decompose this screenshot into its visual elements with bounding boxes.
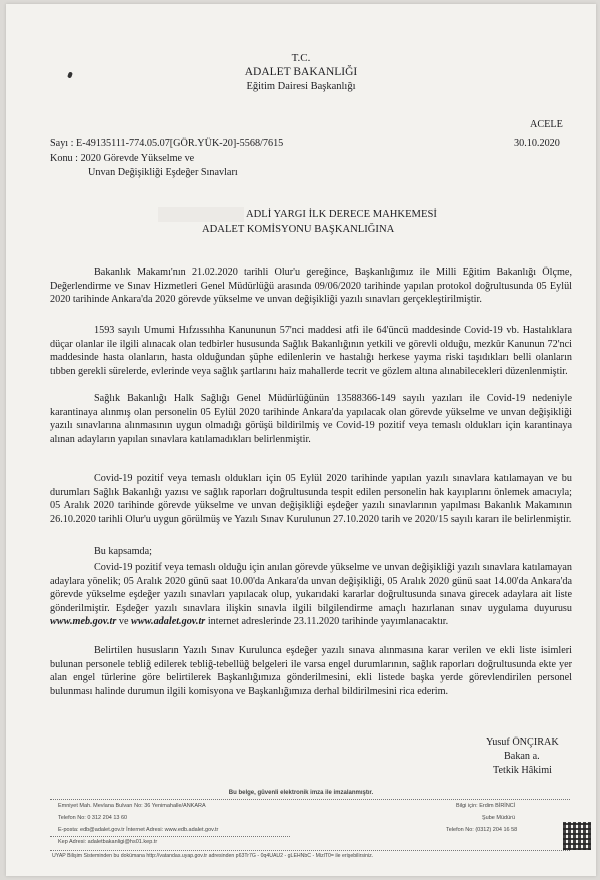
addressee-line-2: ADALET KOMİSYONU BAŞKANLIĞINA [202, 224, 395, 235]
qr-code-icon [563, 822, 591, 850]
body-paragraph-3: Sağlık Bakanlığı Halk Sağlığı Genel Müdürlüğünün 13588366-149 sayılı yazıları ile Covid-19 nedeniyle karantinaya alınmış olan personelin 05 Eylül 2020 tarihinde Ankara'da yapılacak olan görevde yükselme ve unvan değişikliği yazılı sınavlarına alınmasının uygun olmadığı görüşü bildirilmiş ve Covid-19 pozitif veya temaslı oldukları için karantinaya alınan adayların yapılan sınavlara katılamadıkları belirlenmiştir. [50, 393, 572, 445]
paragraph-6-text-b: internet adreslerinde 23.11.2020 tarihinde yayımlanacaktır. [205, 616, 449, 627]
document-date: 30.10.2020 [514, 138, 560, 149]
subject-line-2: Unvan Değişikliği Eşdeğer Sınavları [88, 167, 238, 178]
body-paragraph-5: Bu kapsamda; [94, 546, 153, 557]
reference-number: Sayı : E-49135111-774.05.07[GÖR.YÜK-20]-5568/7615 [50, 138, 284, 149]
body-paragraph-4: Covid-19 pozitif veya temaslı oldukları için 05 Eylül 2020 tarihinde yapılan yazılı sınavlara katılamayan ve bu durumları Sağlık Bakanlığı yazısı ve sağlık raporları doğrultusunda tespit edilen personelin hak kayıplarını önlemek amacıyla; 05 Aralık 2020 tarihinde görevde yükselme ve unvan değişikliği eşdeğer yazılı sınavlarının yapılması Bakanlık Makamının 26.10.2020 tarihli Olur'u uygun görülmüş ve Yazılı Sınav Kurulunun 27.10.2020 tarih ve 2020/15 sayılı kararı ile belirlenmiştir. [50, 473, 572, 525]
body-paragraph-1: Bakanlık Makamı'nın 21.02.2020 tarihli Olur'u gereğince, Başkanlığımız ile Milli Eğitim Bakanlığı Ölçme, Değerlendirme ve Sınav Hizmetleri Genel Müdürlüğü arasında 09/06/2020 tarihinde yapılan protokol doğrultusunda 05 Eylül 2020 tarihinde Ankara'da 2020 görevde yükselme ve unvan değişikliği yazılı sınavları gerçekleştirilmiştir. [50, 267, 572, 305]
meb-link[interactable]: www.meb.gov.tr [50, 616, 117, 627]
header-tc: T.C. [291, 52, 311, 64]
body-paragraph-2: 1593 sayılı Umumi Hıfzıssıhha Kanununun 57'nci maddesi atfi ile 64'üncü maddesinde Covid-19 vb. Hastalıklara düçar olanlar ile ilgili alınacak olan tedbirler hususunda Sağlık Bakanlığının yetkili ve görevli olduğu, mezkûr Kanunun 72'nci maddesinde hasta olanların, hasta olduğundan şüphe edilenlerin ve hastalığı herkese yayma riski taşıdıkları belli olanların tıbben gerekli sürelerde, evlerinde veya sağlık şartlarını haiz mahallerde tecrit ve gözlem altına alınabilecekleri düzenlenmiştir. [50, 325, 572, 377]
paragraph-6-text-a: Covid-19 pozitif veya temaslı olduğu için anılan görevde yükselme ve unvan değişikliği yazılı sınavlara katılamayan adaylara yönelik; 05 Aralık 2020 günü saat 10.00'da Ankara'da unvan değişikliği, 05 Aralık 2020 günü saat 14.00'da Ankara'da görevde yükselme eşdeğer yazılı sınavları yapılacak olup, yukarıdaki kararlar doğrultusunda sınava girecek adaylara ait liste gönderilmiştir. Eşdeğer yazılı sınavlara ilişkin sınavla ilgili bilgilendirme amaçlı hazırlanan sınav uygulama duyurusu [50, 562, 572, 614]
footer-phone: Telefon No: 0 312 204 13 60 [58, 815, 128, 821]
body-paragraph-7: Belirtilen hususların Yazılı Sınav Kurulunca eşdeğer yazılı sınava alınmasına karar verilen ve ekli liste isimleri bulunan personele tebliğ edilerek tebliğ-tebellüğ belgeleri ile varsa engel durumlarının, sağlık raporları doğrultusunda ekte yer alan engel türlerine göre belirtilerek Başkanlığımıza gönderilmesini, ekli listede başka yerde görevlendirilen personel bulunması halinde durumun ilgili komisyona ve Başkanlığımıza derhal bildirilmesini rica ederim. [50, 645, 572, 697]
esign-note: Bu belge, güvenli elektronik imza ile imzalanmıştır. [228, 790, 374, 796]
footer-info-contact: Bilgi için: Erdim BİRİNCİ [456, 803, 516, 809]
footer-address: Emniyet Mah. Mevlana Bulvarı No: 36 Yenimahalle/ANKARA [58, 803, 206, 809]
paragraph-6-conjunction: ve [116, 616, 132, 627]
footer-email: E-posta: edb@adalet.gov.tr İnternet Adresi: www.edb.adalet.gov.tr [58, 827, 219, 833]
footer-divider-bottom [50, 850, 570, 851]
signer-title-1: Bakan a. [504, 751, 540, 762]
subject-line-1: Konu : 2020 Görevde Yükselme ve [50, 153, 195, 164]
footer-info-title: Şube Müdürü [482, 815, 516, 821]
urgency-label: ACELE [530, 119, 563, 130]
document-page [6, 4, 596, 876]
signer-name: Yusuf ÖNÇIRAK [486, 737, 559, 748]
redacted-area [158, 207, 244, 222]
addressee-line-1: ADLİ YARGI İLK DERECE MAHKEMESİ [246, 209, 437, 220]
signer-title-2: Tetkik Hâkimi [493, 765, 552, 776]
footer-info-phone: Telefon No: (0312) 204 16 58 [446, 827, 518, 833]
adalet-link[interactable]: www.adalet.gov.tr [131, 616, 206, 627]
body-paragraph-6 [50, 561, 572, 629]
header-ministry: ADALET BAKANLIĞI [244, 66, 358, 78]
footer-uyap-note: UYAP Bilişim Sisteminden bu dokümana http://vatandas.uyap.gov.tr adresinden p63Tr7G - 0q4UAU2 - gLEHNbC - MizlT0= ile erişebilirsiniz. [52, 853, 374, 859]
footer-kep: Kep Adresi: adaletbakanligi@hs01.kep.tr [58, 839, 158, 845]
header-department: Eğitim Dairesi Başkanlığı [246, 81, 356, 92]
footer-divider [50, 799, 570, 800]
footer-divider-short [50, 836, 290, 837]
